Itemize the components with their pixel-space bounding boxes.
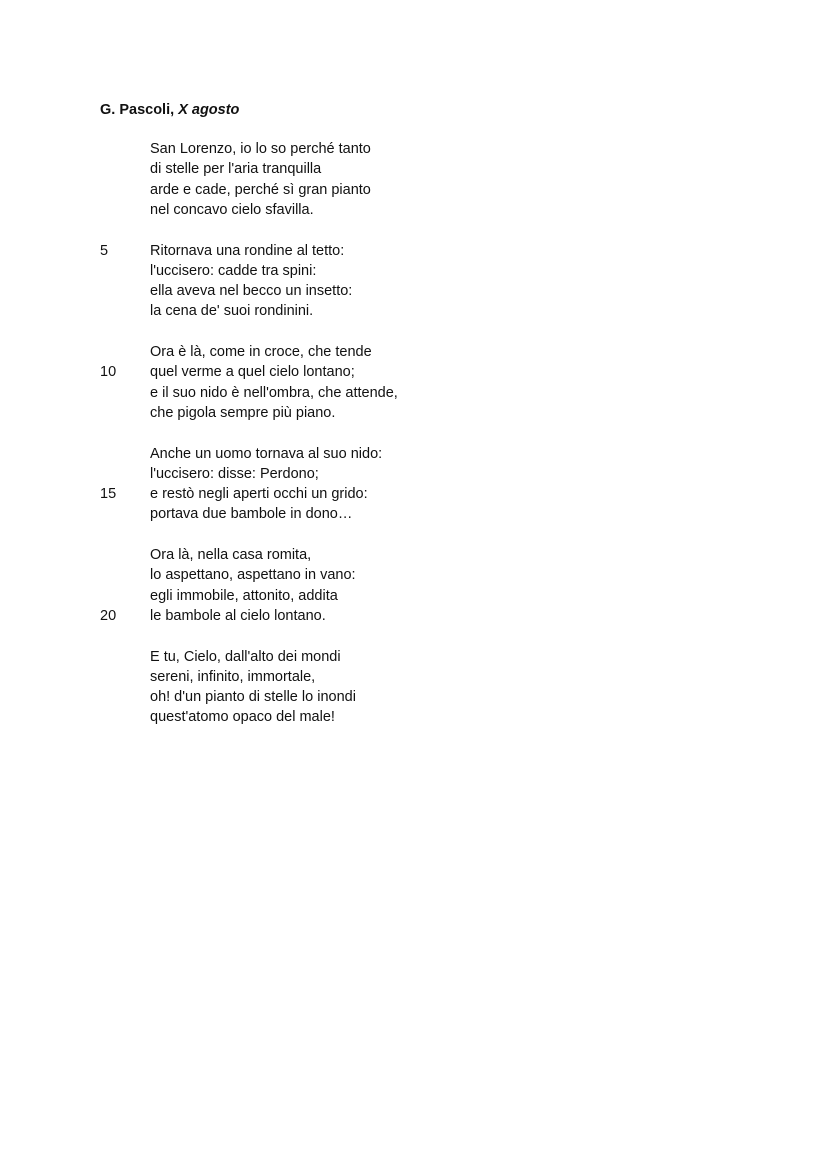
poem-line — [0, 667, 828, 687]
poem-line — [0, 484, 828, 504]
poem-line — [0, 464, 828, 484]
line-text: Anche un uomo tornava al suo nido: — [150, 445, 383, 462]
line-text: ella aveva nel becco un insetto: — [150, 283, 353, 299]
line-text: portava due bambole in dono… — [150, 506, 353, 523]
line-text: Ritornava una rondine al tetto: — [150, 242, 345, 259]
poem-title: X agosto — [178, 102, 240, 118]
line-text: lo aspettano, aspettano in vano: — [150, 567, 356, 584]
poem-line — [0, 383, 828, 403]
line-text: San Lorenzo, io lo so perché tanto — [150, 141, 371, 157]
line-text: arde e cade, perché sì gran pianto — [150, 181, 371, 198]
stanza — [0, 444, 828, 525]
line-text: Ora è là, come in croce, che tende — [150, 344, 372, 360]
poem-line — [0, 687, 828, 707]
line-text: egli immobile, attonito, addita — [150, 587, 338, 604]
line-text: E tu, Cielo, dall'alto dei mondi — [150, 648, 341, 665]
poem-author: G. Pascoli, — [100, 102, 175, 118]
stanza — [0, 241, 828, 322]
poem-line — [0, 606, 828, 626]
line-text: le bambole al cielo lontano. — [150, 607, 326, 624]
line-text: Ora là, nella casa romita, — [150, 547, 312, 563]
line-text: di stelle per l'aria tranquilla — [150, 161, 322, 178]
poem-line — [0, 180, 828, 200]
line-text: oh! d'un pianto di stelle lo inondi — [150, 689, 356, 705]
line-text: che pigola sempre più piano. — [150, 404, 336, 421]
stanza — [0, 545, 828, 626]
line-text: l'uccisero: cadde tra spini: — [150, 262, 317, 279]
poem-line — [0, 504, 828, 524]
line-text: quel verme a quel cielo lontano; — [150, 364, 355, 381]
poem-line — [0, 301, 828, 321]
poem-line — [0, 139, 828, 159]
poem-line — [0, 586, 828, 606]
poem-line — [0, 362, 828, 382]
line-text: sereni, infinito, immortale, — [150, 668, 316, 685]
line-text: e il suo nido è nell'ombra, che attende, — [150, 384, 398, 401]
line-text: nel concavo cielo sfavilla. — [150, 201, 314, 218]
poem-heading — [100, 100, 239, 120]
line-text: quest'atomo opaco del male! — [150, 709, 335, 726]
poem-line — [0, 565, 828, 585]
line-number: 10 — [100, 364, 117, 381]
line-number: 5 — [100, 242, 109, 259]
poem-line — [0, 281, 828, 301]
line-text: la cena de' suoi rondinini. — [150, 303, 314, 320]
line-number: 15 — [100, 486, 117, 502]
poem-line — [0, 545, 828, 565]
poem-line — [0, 444, 828, 464]
line-text: e restò negli aperti occhi un grido: — [150, 486, 368, 502]
line-text: l'uccisero: disse: Perdono; — [150, 465, 319, 482]
stanza — [0, 342, 828, 423]
poem-line — [0, 403, 828, 423]
poem-line — [0, 200, 828, 220]
line-number: 20 — [100, 607, 117, 624]
stanza — [0, 647, 828, 728]
poem-line — [0, 241, 828, 261]
poem-line — [0, 261, 828, 281]
poem-line — [0, 707, 828, 727]
poem-line — [0, 647, 828, 667]
poem-body — [0, 139, 828, 748]
poem-line — [0, 159, 828, 179]
poem-line — [0, 342, 828, 362]
stanza — [0, 139, 828, 220]
